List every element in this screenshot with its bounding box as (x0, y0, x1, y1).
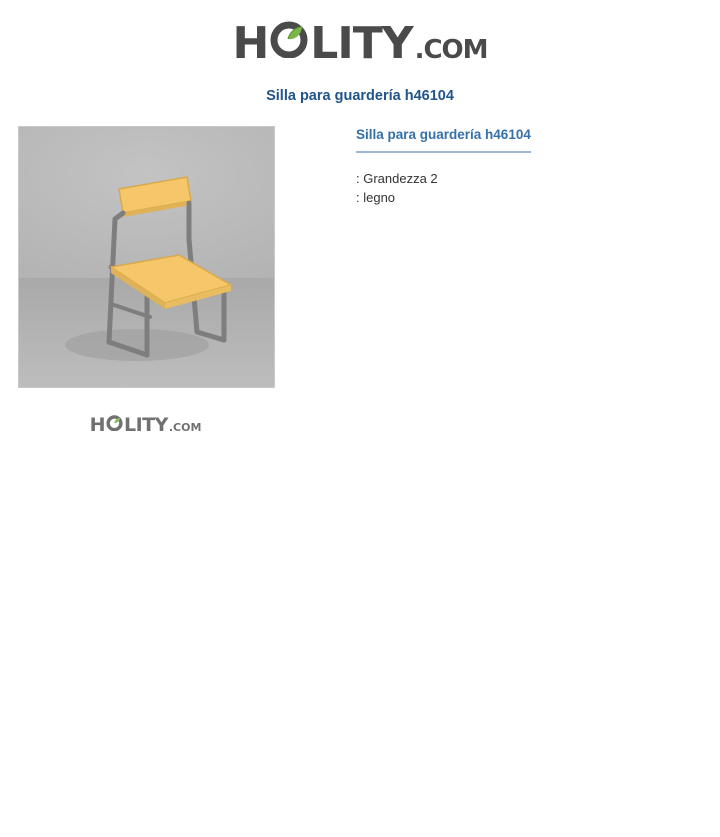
product-details-column (356, 126, 720, 207)
product-title: Silla para guardería h46104 (356, 127, 531, 153)
watermark-logo (18, 414, 273, 436)
main-content (0, 126, 720, 436)
watermark-letters-lity: LITY (123, 414, 168, 436)
watermark-logo-inner (90, 414, 202, 436)
list-item: : Grandezza 2 (356, 171, 438, 186)
o-leaf-logo-icon (269, 18, 309, 58)
chair-illustration-icon (19, 127, 274, 387)
watermark-letter-h: H (89, 414, 105, 436)
product-photo[interactable] (18, 126, 275, 388)
watermark-suffix-com: .COM (168, 421, 202, 434)
page-title: Silla para guardería h46104 (266, 88, 454, 104)
logo-letters-lity: LITY (310, 18, 413, 69)
logo-letter-h: H (232, 18, 269, 69)
watermark-o-leaf-logo-icon (106, 414, 123, 431)
list-item: : legno (356, 190, 396, 205)
site-header (0, 0, 720, 69)
logo-suffix-com: .COM (414, 35, 488, 65)
site-logo[interactable] (232, 18, 488, 69)
product-spec-list (356, 169, 700, 207)
product-image-column (0, 126, 356, 436)
